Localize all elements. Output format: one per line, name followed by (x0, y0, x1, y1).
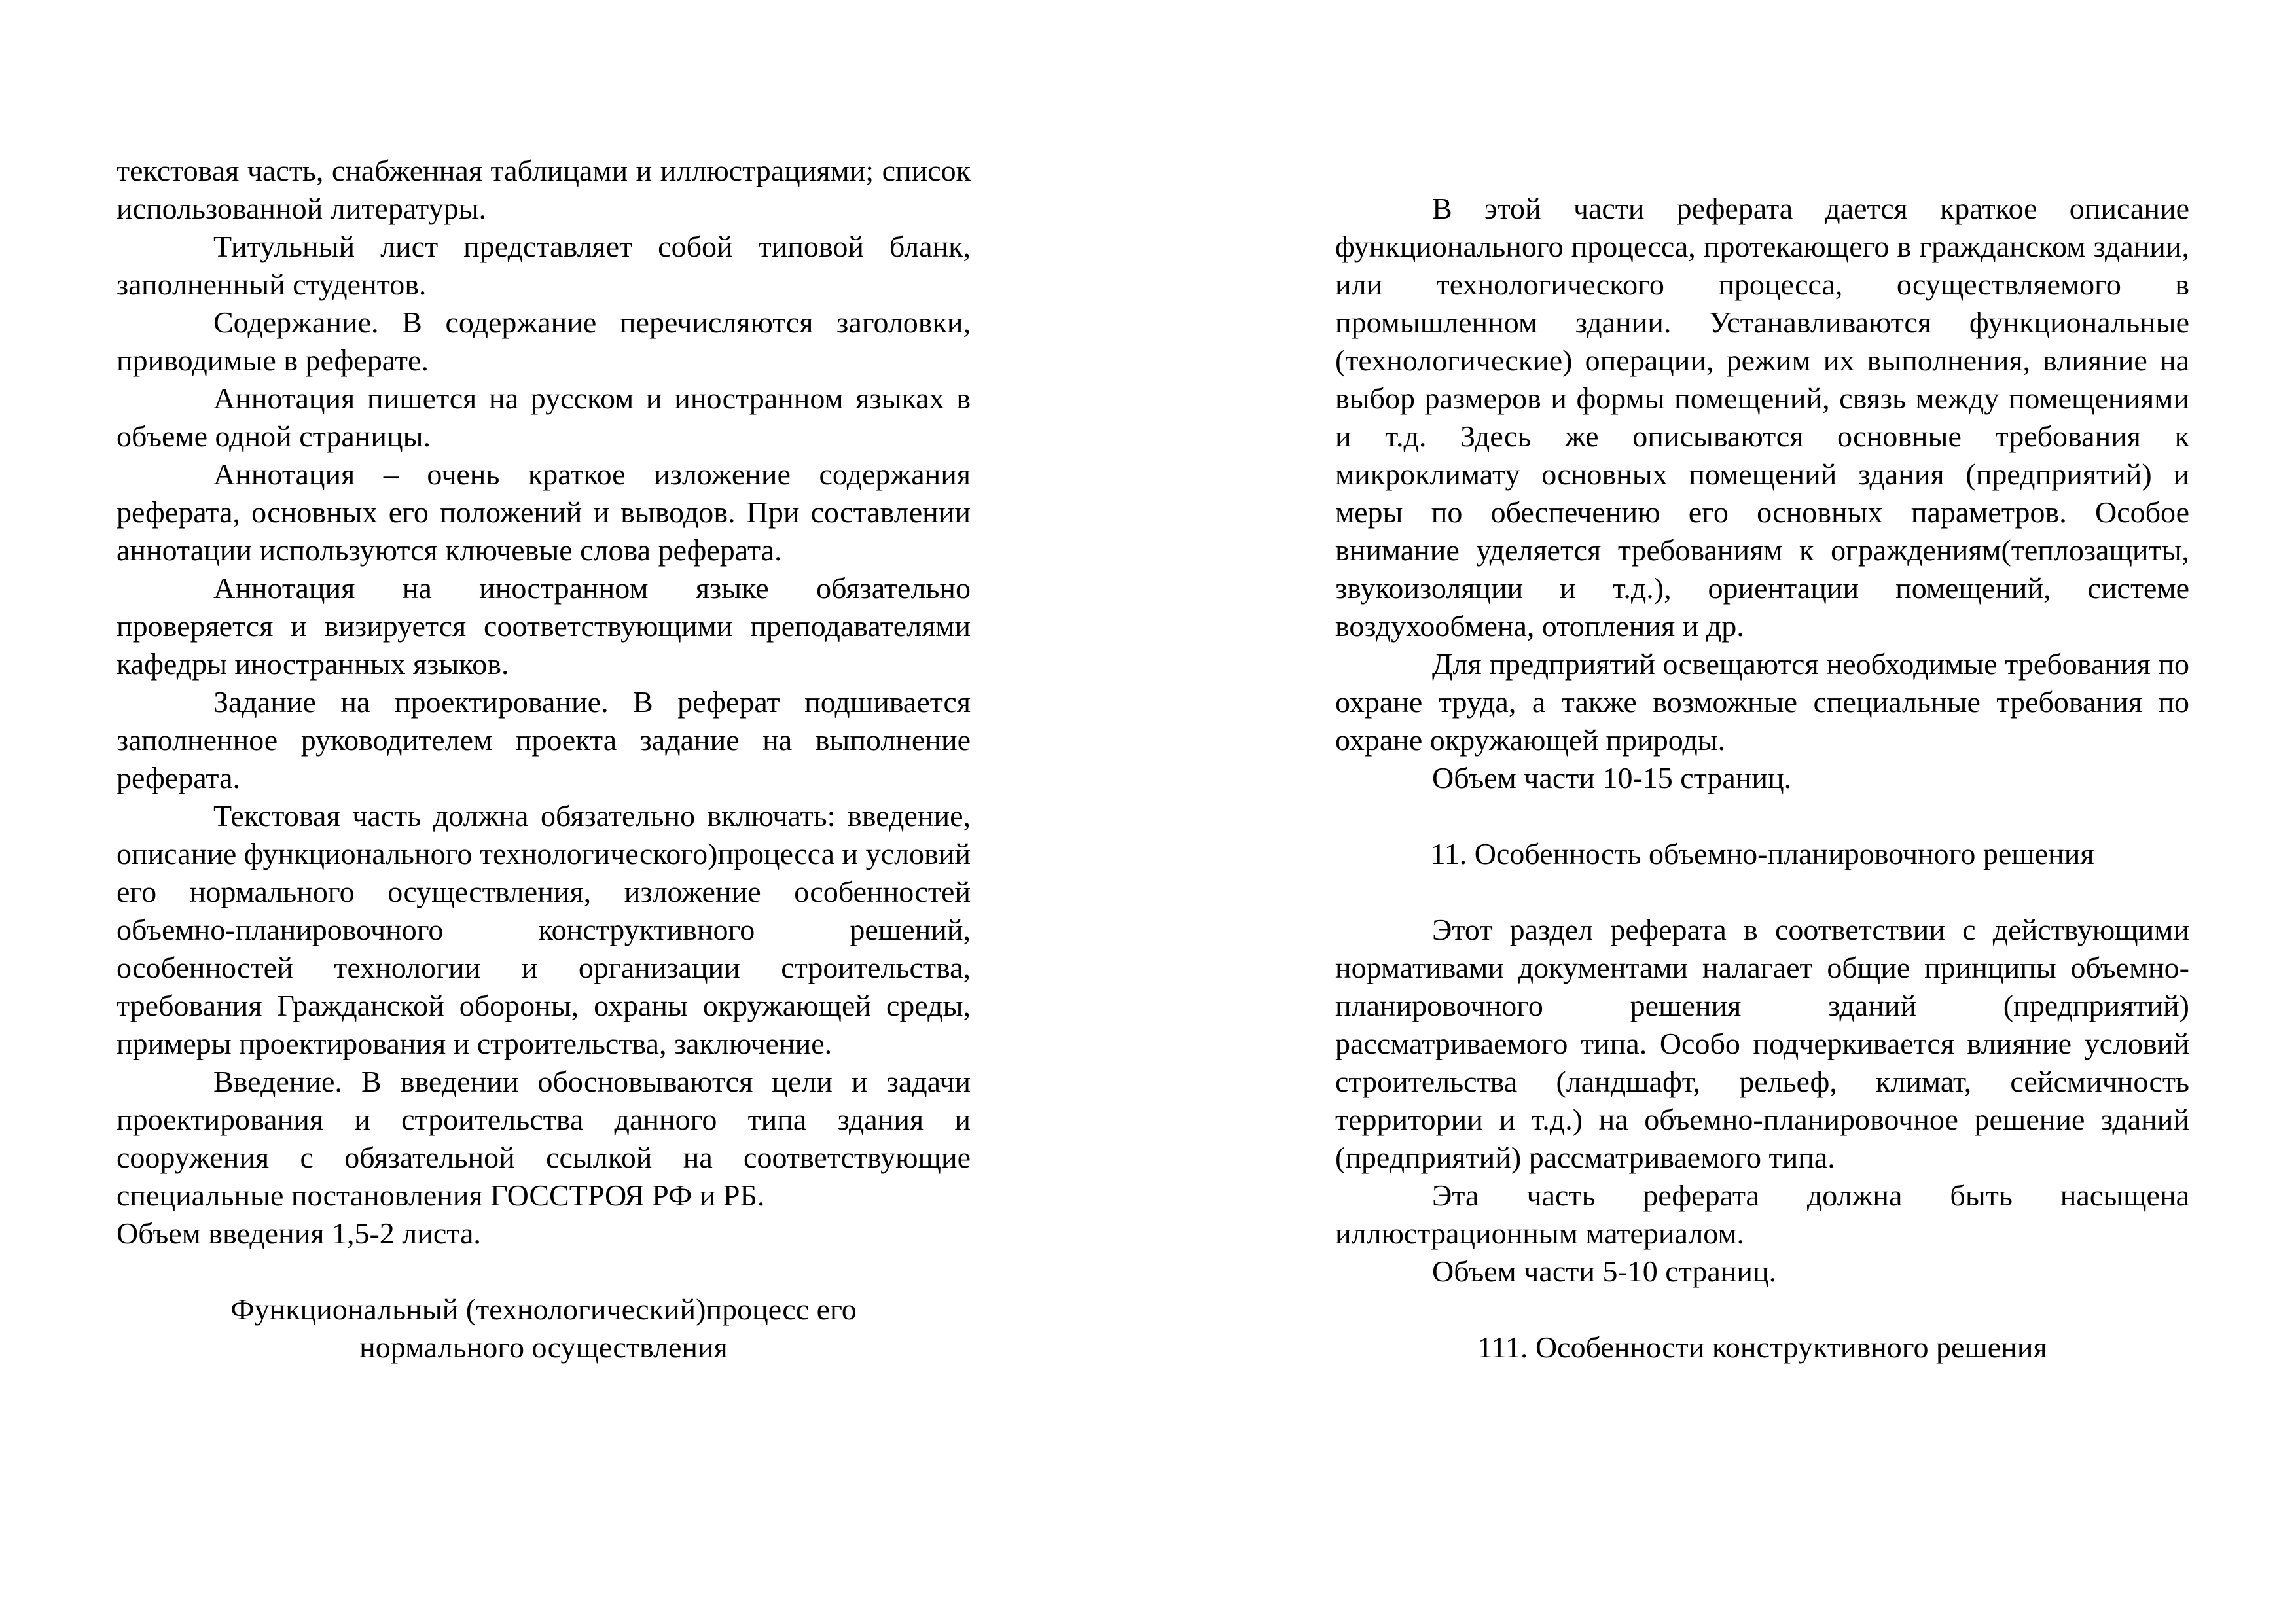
paragraph-annotation-summary: Аннотация – очень краткое изложение содержания реферата, основных его положений и выводов. При составлении аннотации используются ключевые слова реферата. (117, 457, 971, 567)
left-page-column (117, 152, 971, 1366)
section-spacer (1335, 873, 2189, 911)
section-spacer (1335, 797, 2189, 835)
heading-line-1: Функциональный (технологический)процесс его (230, 1293, 857, 1326)
paragraph-part-volume: Объем части 10-15 страниц. (1432, 761, 1792, 794)
paragraph-title-page: Титульный лист представляет собой типовой бланк, заполненный студентов. (117, 230, 971, 301)
section-heading-functional-process (117, 1291, 971, 1366)
section-heading-constructive: 111. Особенности конструктивного решения (1477, 1330, 2047, 1364)
paragraph-enterprise-requirements: Для предприятий освещаются необходимые требования по охране труда, а также возможные специальные требования по охране окружающей природы. (1335, 647, 2189, 757)
section-spacer (1335, 1291, 2189, 1329)
paragraph-introduction: Введение. В введении обосновываются цели и задачи проектирования и строительства данного типа здания и сооружения с обязательной ссылкой на соответствующие специальные постановления ГОССТРОЯ РФ и РБ. (117, 1065, 971, 1212)
paragraph-intro: текстовая часть, снабженная таблицами и иллюстрациями; список использованной литературы. (117, 154, 971, 225)
paragraph-illustrations: Эта часть реферата должна быть насыщена иллюстрационным материалом. (1335, 1179, 2189, 1250)
right-page-column (1335, 190, 2189, 1366)
section-spacer (117, 1253, 971, 1291)
paragraph-annotation-languages: Аннотация пишется на русском и иностранном языках в объеме одной страницы. (117, 382, 971, 453)
paragraph-part-volume-2: Объем части 5-10 страниц. (1432, 1255, 1777, 1288)
section-heading-space-planning: 11. Особенность объемно-планировочного решения (1430, 837, 2094, 870)
paragraph-annotation-foreign: Аннотация на иностранном языке обязательно проверяется и визируется соответствующими преподавателями кафедры иностранных языков. (117, 571, 971, 681)
paragraph-introduction-volume: Объем введения 1,5-2 листа. (117, 1217, 481, 1250)
heading-line-2: нормального осуществления (359, 1330, 728, 1364)
paragraph-text-part: Текстовая часть должна обязательно включать: введение, описание функционального технологического)процесса и условий его нормального осуществления, изложение особенностей объемно-планировочного конструктивного решений, особенностей технологии и организации строительства, требования Гражданской обороны, охраны окружающей среды, примеры проектирования и строительства, заключение. (117, 799, 971, 1060)
paragraph-process-description: В этой части реферата дается краткое описание функционального процесса, протекающего в гражданском здании, или технологического процесса, осуществляемого в промышленном здании. Устанавливаются функциональные (технологические) операции, режим их выполнения, влияние на выбор размеров и формы помещений, связь между помещениями и т.д. Здесь же описываются основные требования к микроклимату основных помещений здания (предприятий) и меры по обеспечению его основных параметров. Особое внимание уделяется требованиям к ограждениям(теплозащиты, звукоизоляции и т.д.), ориентации помещений, системе воздухообмена, отопления и др. (1335, 192, 2189, 643)
paragraph-contents: Содержание. В содержание перечисляются заголовки, приводимые в реферате. (117, 306, 971, 377)
paragraph-design-task: Задание на проектирование. В реферат подшивается заполненное руководителем проекта задание на выполнение реферата. (117, 685, 971, 794)
paragraph-space-planning: Этот раздел реферата в соответствии с действующими нормативами документами налагает общие принципы объемно-планировочного решения зданий (предприятий) рассматриваемого типа. Особо подчеркивается влияние условий строительства (ландшафт, рельеф, климат, сейсмичность территории и т.д.) на объемно-планировочное решение зданий (предприятий) рассматриваемого типа. (1335, 913, 2189, 1174)
